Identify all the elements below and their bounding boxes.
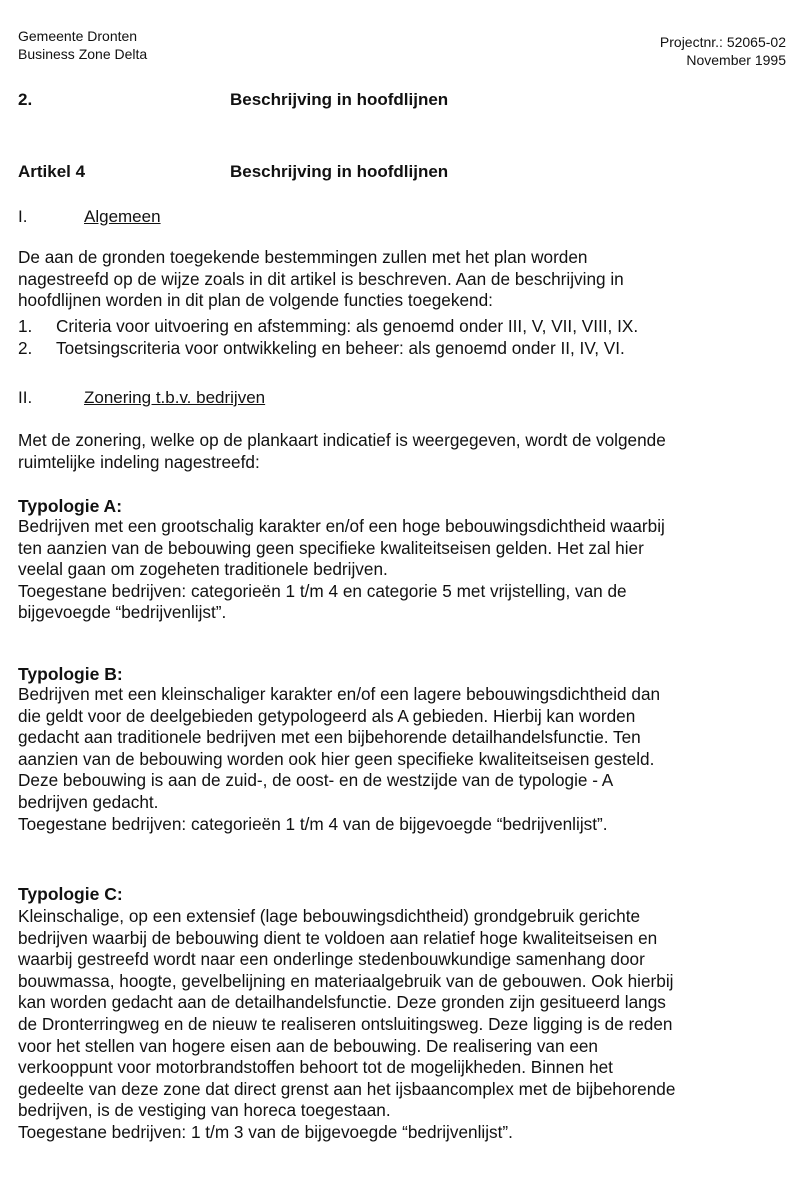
chapter-title: Beschrijving in hoofdlijnen bbox=[230, 90, 449, 109]
list-item-text: Criteria voor uitvoering en afstemming: als genoemd onder III, V, VII, VIII, IX. bbox=[56, 316, 639, 336]
text-line: die geldt voor de deelgebieden getypologeerd als A gebieden. Hierbij kan worden bbox=[18, 705, 636, 726]
text-line: kan worden gedacht aan de detailhandelsfunctie. Deze gronden zijn gesitueerd langs bbox=[18, 992, 666, 1013]
text-line: aanzien van de bebouwing worden ook hier geen specifieke kwaliteitseisen gesteld. bbox=[18, 748, 655, 769]
typology-c-text bbox=[18, 906, 798, 1144]
list-item-number: 1. bbox=[18, 316, 33, 336]
text-line: Toegestane bedrijven: 1 t/m 3 van de bijgevoegde “bedrijvenlijst”. bbox=[18, 1121, 513, 1142]
section-title: Algemeen bbox=[84, 207, 161, 226]
text-line: nagestreefd op de wijze zoals in dit artikel is beschreven. Aan de beschrijving in bbox=[18, 268, 624, 289]
text-line: Bedrijven met een grootschalig karakter en/of een hoge bebouwingsdichtheid waarbij bbox=[18, 516, 665, 536]
text-line: Toegestane bedrijven: categorieën 1 t/m 4 en categorie 5 met vrijstelling, van de bbox=[18, 580, 627, 601]
text-line: Kleinschalige, op een extensief (lage bebouwingsdichtheid) grondgebruik gerichte bbox=[18, 906, 641, 926]
list-item bbox=[18, 338, 798, 360]
project-number: Projectnr.: 52065-02 bbox=[659, 34, 786, 50]
text-line: ruimtelijke indeling nagestreefd: bbox=[18, 451, 260, 472]
criteria-list bbox=[18, 316, 798, 359]
text-line: De aan de gronden toegekende bestemmingen zullen met het plan worden bbox=[18, 247, 588, 267]
project-date: November 1995 bbox=[686, 52, 786, 68]
section-algemeen-text bbox=[18, 247, 798, 312]
chapter-number: 2. bbox=[18, 90, 33, 109]
project-header bbox=[660, 33, 786, 69]
text-line: Toegestane bedrijven: categorieën 1 t/m 4 van de bijgevoegde “bedrijvenlijst”. bbox=[18, 813, 608, 834]
text-line: bedrijven waarbij de bebouwing dient te voldoen aan relatief hoge kwaliteitseisen en bbox=[18, 927, 658, 948]
text-line: bijgevoegde “bedrijvenlijst”. bbox=[18, 602, 227, 623]
municipality-header bbox=[18, 27, 147, 63]
typology-a-text bbox=[18, 516, 798, 624]
text-line: de Dronterringweg en de nieuw te realiseren ontsluitingsweg. Deze ligging is de reden bbox=[18, 1013, 673, 1034]
text-line: gedacht aan traditionele bedrijven met een bijbehorende detailhandelsfunctie. Ten bbox=[18, 727, 641, 748]
section-roman: II. bbox=[18, 388, 33, 407]
list-item-number: 2. bbox=[18, 337, 33, 358]
text-line: Bedrijven met een kleinschaliger karakter en/of een lagere bebouwingsdichtheid dan bbox=[18, 684, 661, 704]
text-line: gedeelte van deze zone dat direct grenst aan het ijsbaancomplex met de bijbehorende bbox=[18, 1078, 676, 1099]
typology-c-heading: Typologie C: bbox=[18, 884, 123, 904]
article-number: Artikel 4 bbox=[18, 162, 86, 181]
typology-b-heading: Typologie B: bbox=[18, 664, 123, 684]
list-item bbox=[18, 316, 798, 338]
typology-a-heading: Typologie A: bbox=[18, 496, 123, 516]
text-line: Met de zonering, welke op de plankaart indicatief is weergegeven, wordt de volgende bbox=[18, 430, 666, 450]
text-line: bedrijven gedacht. bbox=[18, 791, 159, 812]
section-roman: I. bbox=[18, 207, 28, 226]
text-line: voor het stellen van hogere eisen aan de bebouwing. De realisering van een bbox=[18, 1035, 598, 1056]
municipality-name: Gemeente Dronten bbox=[18, 28, 138, 44]
text-line: bouwmassa, hoogte, gevelbelijning en materiaalgebruik van de gebouwen. Ook hierbij bbox=[18, 970, 674, 991]
text-line: ten aanzien van de bebouwing geen specifieke kwaliteitseisen gelden. Het zal hier bbox=[18, 537, 644, 558]
section-zonering-text bbox=[18, 430, 798, 473]
text-line: Deze bebouwing is aan de zuid-, de oost- en de westzijde van de typologie - A bbox=[18, 770, 614, 791]
text-line: waarbij gestreefd wordt naar een onderlinge stedenbouwkundige samenhang door bbox=[18, 949, 645, 970]
typology-b-text bbox=[18, 684, 798, 835]
project-name: Business Zone Delta bbox=[18, 46, 148, 62]
text-line: hoofdlijnen worden in dit plan de volgende functies toegekend: bbox=[18, 290, 493, 311]
text-line: veelal gaan om zogeheten traditionele bedrijven. bbox=[18, 559, 388, 580]
text-line: bedrijven, is de vestiging van horeca toegestaan. bbox=[18, 1100, 391, 1121]
section-title: Zonering t.b.v. bedrijven bbox=[84, 388, 266, 407]
article-title: Beschrijving in hoofdlijnen bbox=[230, 162, 449, 181]
list-item-text: Toetsingscriteria voor ontwikkeling en beheer: als genoemd onder II, IV, VI. bbox=[56, 337, 625, 358]
text-line: verkooppunt voor motorbrandstoffen behoort tot de mogelijkheden. Binnen het bbox=[18, 1057, 613, 1078]
